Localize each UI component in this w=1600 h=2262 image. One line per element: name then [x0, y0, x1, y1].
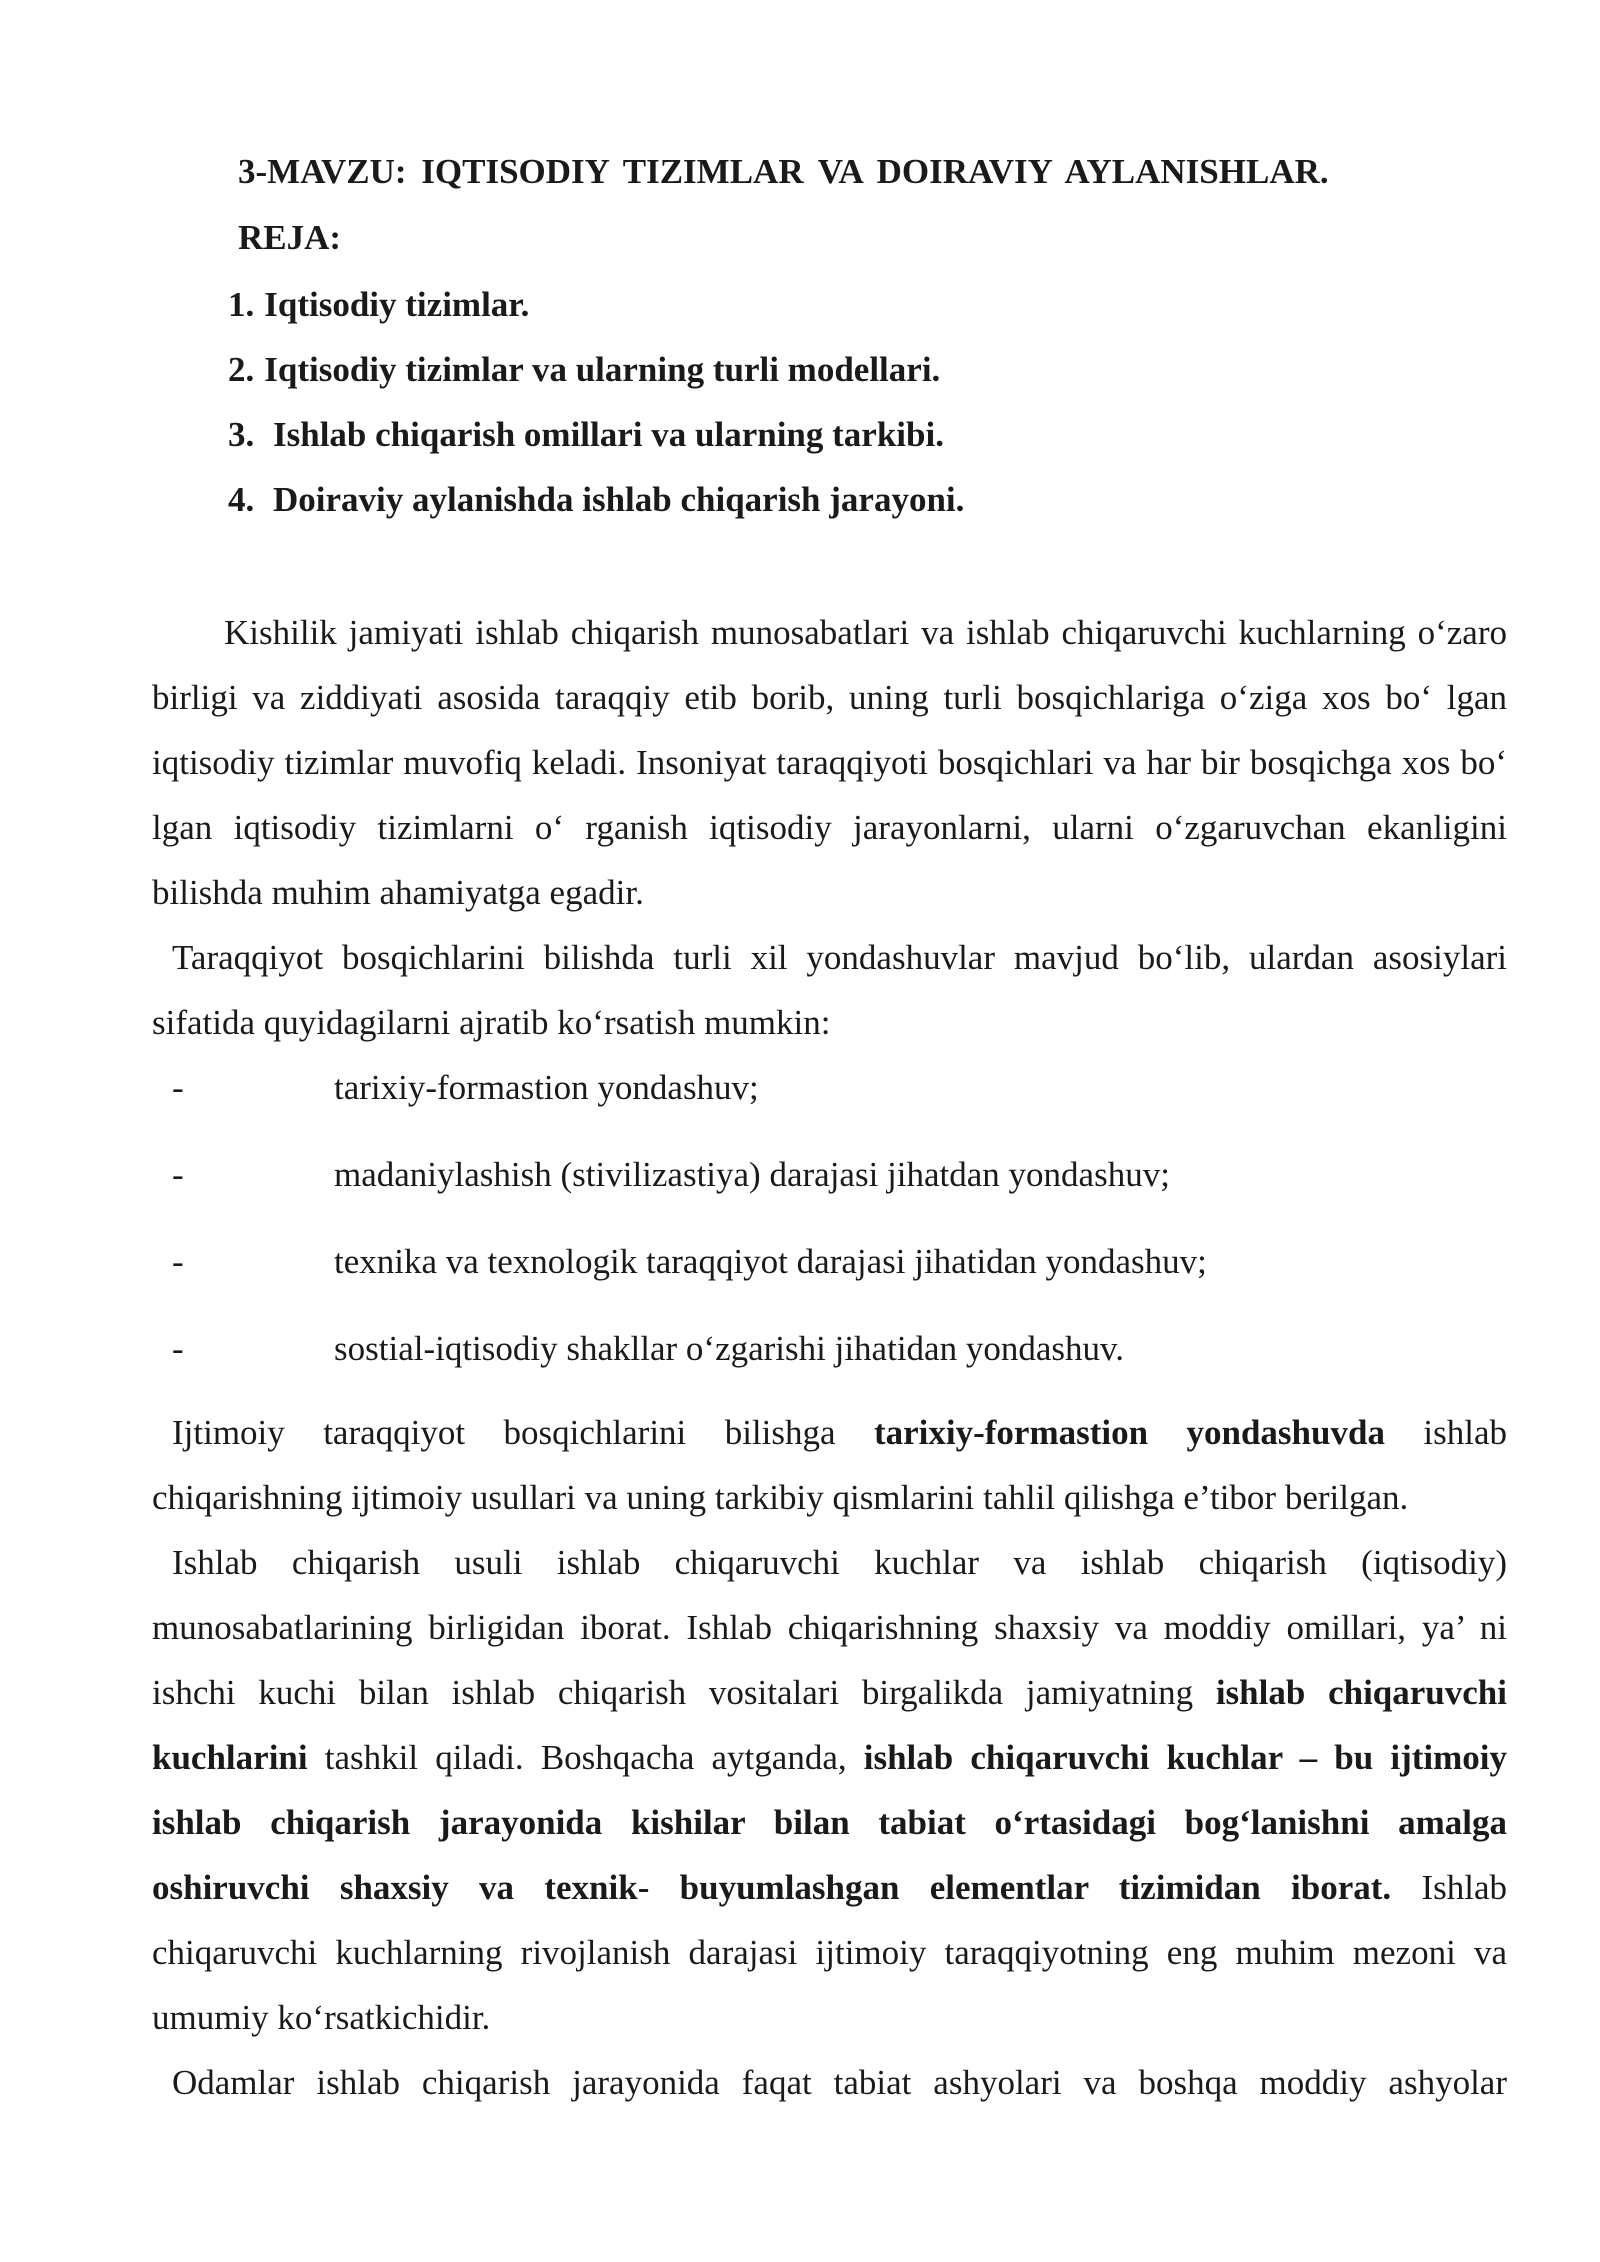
lecture-title: 3-MAVZU: IQTISODIY TIZIMLAR VA DOIRAVIY AYLANISHLAR. — [238, 152, 1329, 191]
text-run: Ishlab chiqaruvchi kuchlarning rivojlanish darajasi ijtimoiy taraqqiyotning eng muhim mezoni va umumiy ko‘rsatkichidir. — [152, 1868, 1507, 2037]
list-item-text: texnika va texnologik taraqqiyot darajasi jihatidan yondashuv; — [334, 1242, 1207, 1281]
paragraph-text: Odamlar ishlab chiqarish jarayonida faqat tabiat ashyolari va boshqa moddiy ashyolar — [172, 2063, 1507, 2102]
plan-item-text: Iqtisodiy tizimlar. — [264, 285, 530, 324]
paragraph-text: Taraqqiyot bosqichlarini bilishda turli xil yondashuvlar mavjud bo‘lib, ulardan asosiylari sifatida quyidagilarni ajratib ko‘rsatish mumkin: — [152, 938, 1507, 1042]
paragraph-text — [152, 1400, 1507, 1530]
bold-definition: ishlab chiqaruvchi kuchlar – bu ijtimoiy ishlab chiqarish jarayonida kishilar bilan tabiat o‘rtasidagi bog‘lanishni amalga oshiruvchi shaxsiy va texnik- buyumlashgan elementlar tizimidan iborat. — [152, 1738, 1507, 1907]
list-dash: - — [172, 1242, 184, 1281]
plan-item-number: 1. — [228, 285, 255, 324]
plan-label: REJA: — [238, 218, 342, 257]
text-run: Ijtimoiy taraqqiyot bosqichlarini bilishga — [172, 1413, 874, 1452]
plan-item-text: Ishlab chiqarish omillari va ularning tarkibi. — [264, 415, 944, 454]
plan-item — [228, 475, 964, 540]
list-item-text: sostial-iqtisodiy shakllar o‘zgarishi jihatidan yondashuv. — [334, 1329, 1124, 1368]
list-dash: - — [172, 1155, 184, 1194]
plan-list — [228, 280, 964, 540]
list-dash: - — [172, 1068, 184, 1107]
bold-term: ishlab chiqaruvchi kuchlarini — [152, 1673, 1507, 1777]
text-run: Ishlab chiqarish usuli ishlab chiqaruvchi kuchlar va ishlab chiqarish (iqtisodiy) munosabatlarining birligidan iborat. Ishlab chiqarishning shaxsiy va moddiy omillari, ya’ ni ishchi kuchi bilan ishlab chiqarish vositalari birgalikda jamiyatning — [152, 1543, 1507, 1712]
plan-item — [228, 410, 964, 475]
plan-item — [228, 280, 964, 345]
plan-item-text: Iqtisodiy tizimlar va ularning turli modellari. — [264, 350, 941, 389]
text-run: tashkil qiladi. Boshqacha aytganda, — [307, 1738, 864, 1777]
plan-item-text: Doiraviy aylanishda ishlab chiqarish jarayoni. — [264, 480, 965, 519]
paragraph-intro — [152, 600, 1507, 925]
plan-item-number: 3. — [228, 415, 255, 454]
paragraph-text: Kishilik jamiyati ishlab chiqarish munosabatlari va ishlab chiqaruvchi kuchlarning o‘zaro birligi va ziddiyati asosida taraqqiy etib borib, uning turli bosqichlariga o‘ziga xos bo‘ lgan iqtisodiy tizimlar muvofiq keladi. Insoniyat taraqqiyoti bosqichlari va har bir bosqichga xos bo‘ lgan iqtisodiy tizimlarni o‘ rganish iqtisodiy jarayonlarni, ularni o‘zgaruvchan ekanligini bilishda muhim ahamiyatga egadir. — [152, 613, 1507, 912]
plan-item-number: 4. — [228, 480, 255, 519]
paragraph-text — [152, 1530, 1507, 2050]
plan-item-number: 2. — [228, 350, 255, 389]
bold-term: tarixiy-formastion yondashuvda — [873, 1413, 1385, 1452]
list-item-text: tarixiy-formastion yondashuv; — [334, 1068, 759, 1107]
paragraph-formation-approach — [152, 1400, 1507, 2050]
list-dash: - — [172, 1329, 184, 1368]
list-item-text: madaniylashish (stivilizastiya) darajasi jihatdan yondashuv; — [334, 1155, 1170, 1194]
text-run: ishlab chiqarishning ijtimoiy usullari va uning tarkibiy qismlarini tahlil qilishga e’tibor berilgan. — [152, 1413, 1507, 1517]
plan-item — [228, 345, 964, 410]
paragraph-continued — [152, 2050, 1507, 2115]
paragraph-approaches-intro — [152, 925, 1507, 1055]
